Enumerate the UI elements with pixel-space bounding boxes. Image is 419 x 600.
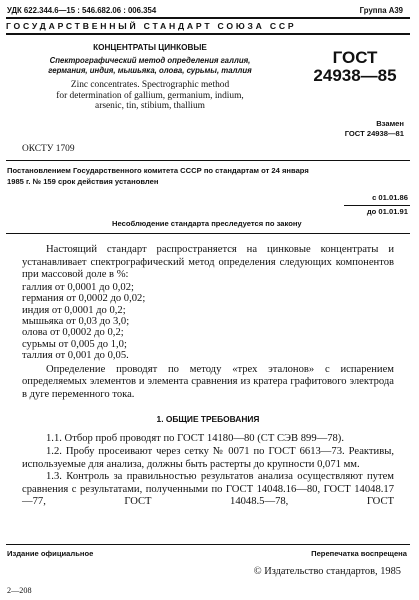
decree-rule — [6, 233, 410, 234]
paragraph-1-3: 1.3. Контроль за правильностью результатов анализа осуществляют путем сравнения с результатами, полученными по ГОСТ 14048.16—80, ГОСТ 14048.17—77, ГОСТ 14048.5—78, ГОСТ — [22, 471, 394, 508]
replaces-value: ГОСТ 24938—81 — [344, 129, 404, 138]
subtitle-ru — [0, 56, 300, 76]
warning-text: Несоблюдение стандарта преследуется по закону — [112, 219, 302, 228]
title-en-line: for determination of gallium, germanium, indium, — [56, 90, 244, 101]
list-item: германия от 0,0002 до 0,02; — [22, 293, 146, 305]
subtitle-ru-line: германия, индия, мышьяка, олова, сурьмы, таллия — [48, 66, 252, 75]
paragraph-1-2: 1.2. Пробу просеивают через сетку № 0071 по ГОСТ 6613—73. Реактивы, используемые для анализа, должны быть растерты до крупности 0,071 мм. — [22, 446, 394, 470]
decree-line: 1985 г. № 159 срок действия установлен — [7, 176, 159, 186]
page-code: 2—208 — [7, 586, 32, 595]
materials-list — [22, 282, 394, 362]
list-item: индия от 0,0001 до 0,2; — [22, 304, 126, 316]
list-item: сурьмы от 0,005 до 1,0; — [22, 338, 127, 350]
publisher-copyright: © Издательство стандартов, 1985 — [253, 566, 401, 577]
udk-code: УДК 622.344.6—15 : 546.682.06 : 006.354 — [7, 6, 157, 15]
date-rule — [344, 205, 410, 206]
header-rule-bottom — [6, 33, 410, 35]
official-edition: Издание официальное — [7, 549, 94, 558]
state-standard-banner: ГОСУДАРСТВЕННЫЙ СТАНДАРТ СОЮЗА ССР — [6, 21, 297, 31]
title-en — [0, 80, 300, 112]
reprint-notice: Перепечатка воспрещена — [311, 549, 407, 558]
intro-paragraph: Настоящий стандарт распространяется на цинковые концентраты и устанавливает спектрографический метод определения следующих компонентов при массовой доле в %: — [22, 244, 394, 281]
group-code: Группа А39 — [359, 6, 403, 15]
gost-label: ГОСТ — [332, 48, 378, 67]
gost-number: 24938—85 — [313, 66, 397, 85]
method-paragraph: Определение проводят по методу «трех эталонов» с испарением определяемых элементов и элемента сравнения из кратера графитового электрода в дуге переменного тока. — [22, 363, 394, 400]
subtitle-ru-line: Спектрографический метод определения галлия, — [49, 56, 251, 65]
section-title: 1. ОБЩИЕ ТРЕБОВАНИЯ — [156, 414, 260, 425]
valid-from-date: с 01.01.86 — [372, 193, 408, 202]
decree-text — [7, 166, 411, 187]
valid-to-date: до 01.01.91 — [366, 207, 408, 216]
title-en-line: arsenic, tin, stibium, thallium — [95, 101, 205, 112]
decree-line: Постановлением Государственного комитета СССР по стандартам от 24 января — [7, 166, 309, 175]
list-item: таллия от 0,001 до 0,05. — [22, 350, 129, 362]
body-text — [22, 244, 394, 509]
header-rule-top — [6, 17, 410, 19]
okstu-code: ОКСТУ 1709 — [22, 144, 75, 154]
list-item: галлия от 0,0001 до 0,02; — [22, 281, 134, 293]
list-item: олова от 0,0002 до 0,2; — [22, 327, 124, 339]
list-item: мышьяка от 0,03 до 3,0; — [22, 316, 130, 327]
title-ru: КОНЦЕНТРАТЫ ЦИНКОВЫЕ — [93, 43, 207, 52]
title-rule — [6, 160, 410, 161]
footer-rule — [6, 544, 410, 545]
replaces-label: Взамен — [376, 119, 404, 128]
title-en-line: Zinc concentrates. Spectrographic method — [70, 80, 230, 90]
paragraph-1-1: 1.1. Отбор проб проводят по ГОСТ 14180—80 (СТ СЭВ 899—78). — [46, 433, 344, 445]
